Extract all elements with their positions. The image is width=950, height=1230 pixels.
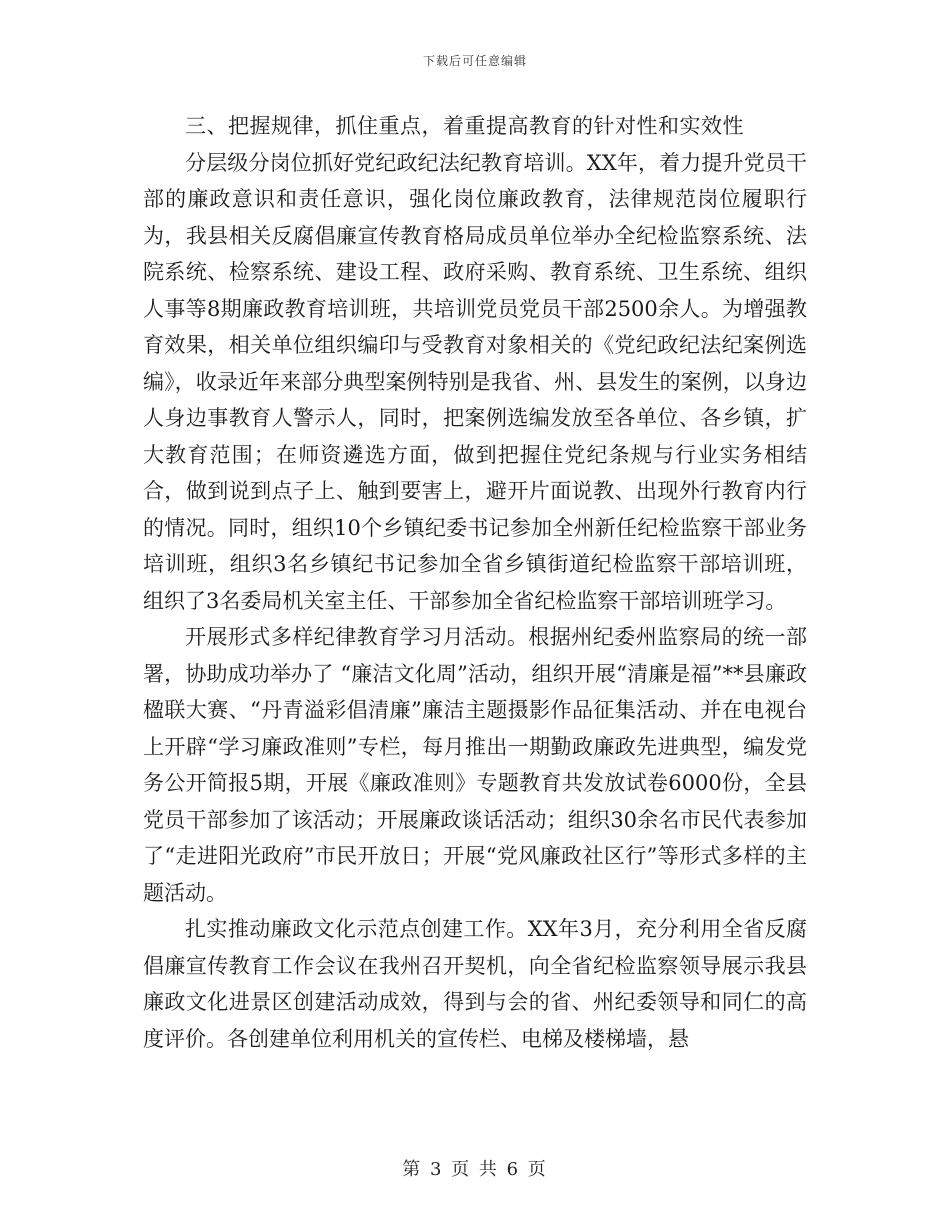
section-heading: 三、把握规律，抓住重点，着重提高教育的针对性和实效性 — [185, 114, 744, 138]
paragraph-demonstration-site: 扎实推动廉政文化示范点创建工作。XX年3月，充分利用全省反腐倡廉宣传教育工作会议在我州召开契机，向全省纪检监察领导展示我县廉政文化进景区创建活动成效，得到与会的省、州纪委领导和同仁的高度评价。各创建单位利用机关的宣传栏、电梯及楼梯墙，悬 — [143, 917, 807, 1051]
paragraph-training: 分层级分岗位抓好党纪政纪法纪教育培训。XX年，着力提升党员干部的廉政意识和责任意识，强化岗位廉政教育，法律规范岗位履职行为，我县相关反腐倡廉宣传教育格局成员单位举办全纪检监察系统、法院系统、检察系统、建设工程、政府采购、教育系统、卫生系统、组织人事等8期廉政教育培训班，共培训党员党员干部2500余人。为增强教育效果，相关单位组织编印与受教育对象相关的《党纪政纪法纪案例选编》，收录近年来部分典型案例特别是我省、州、县发生的案例，以身边人身边事教育人警示人，同时，把案例选编发放至各单位、各乡镇，扩大教育范围；在师资遴选方面，做到把握住党纪条规与行业实务相结合，做到说到点子上、触到要害上，避开片面说教、出现外行教育内行的情况。同时，组织10个乡镇纪委书记参加全州新任纪检监察干部业务培训班，组织3名乡镇纪书记参加全省乡镇街道纪检监察干部培训班，组织了3名委局机关室主任、干部参加全省纪检监察干部培训班学习。 — [143, 150, 807, 613]
paragraph-education-month: 开展形式多样纪律教育学习月活动。根据州纪委州监察局的统一部署，协助成功举办了 “廉洁文化周”活动，组织开展“清廉是福”**县廉政楹联大赛、“丹青溢彩倡清廉”廉洁主题摄影作品征集活动、并在电视台上开辟“学习廉政准则”专栏，每月推出一期勤政廉政先进典型，编发党务公开简报5期，开展《廉政准则》专题教育共发放试卷6000份，全县党员干部参加了该活动；开展廉政谈话活动；组织30余名市民代表参加了“走进阳光政府”市民开放日；开展“党风廉政社区行”等形式多样的主题活动。 — [143, 625, 807, 905]
header-note: 下载后可任意编辑 — [422, 54, 527, 68]
document-body — [143, 108, 807, 1057]
page-footer: 第 3 页 共 6 页 — [402, 1159, 548, 1180]
